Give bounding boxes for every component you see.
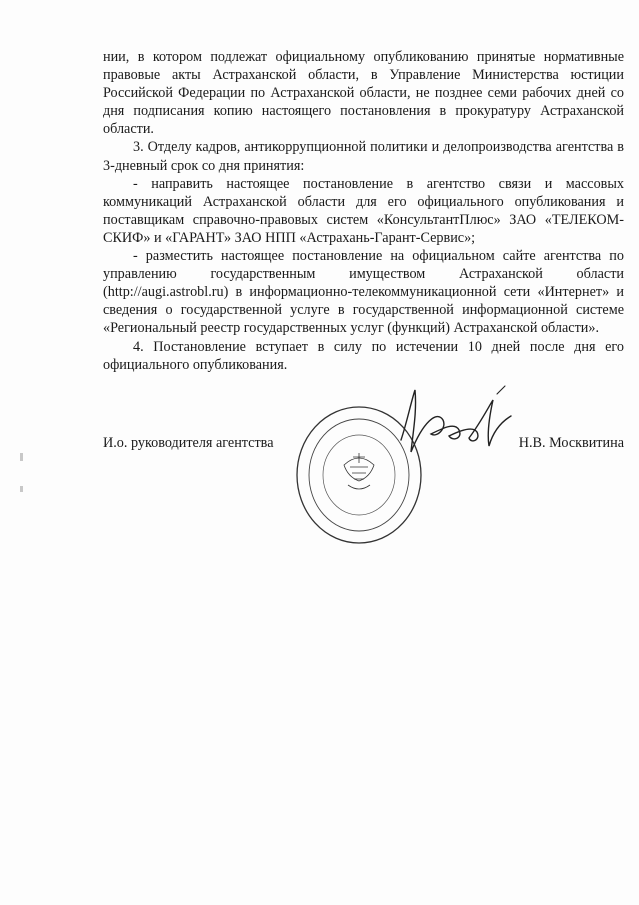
scan-mark [20,486,23,492]
scan-mark [20,453,23,461]
signature-block [103,434,624,456]
signatory-name: Н.В. Москвитина [518,435,624,451]
document-body [103,48,624,374]
paragraph-item-3: 3. Отделу кадров, антикоррупционной политики и делопроизводства агентства в 3-дневный срок со дня принятия: [103,139,624,174]
signatory-position: И.о. руководителя агентства [103,435,274,451]
coat-of-arms-icon [344,453,374,489]
paragraph-bullet-publish: - направить настоящее постановление в агентство связи и массовых коммуникаций Астраханской области для его официального опубликования и поставщикам справочно-правовых систем «КонсультантПлюс» ЗАО «ТЕЛЕКОМ-СКИФ» и «ГАРАНТ» ЗАО НПП «Астрахань-Гарант-Сервис»; [103,175,624,246]
paragraph-continuation: нии, в котором подлежат официальному опубликованию принятые нормативные правовые акты Астраханской области, в Управление Министерства юстиции Российской Федерации по Астраханской области, не позднее семи рабочих дней со дня подписания копию настоящего постановления в прокуратуру Астраханской области. [103,49,624,138]
paragraph-item-4: 4. Постановление вступает в силу по истечении 10 дней после дня его официального опубликования. [103,338,624,373]
paragraph-bullet-website: - разместить настоящее постановление на официальном сайте агентства по управлению государственным имуществом Астраханской области (http://augi.astrobl.ru) в информационно-телекоммуникационной сети «Интернет» и сведения о государственной услуге в государственной информационной системе «Региональный реестр государственных услуг (функций) Астраханской области». [103,248,624,337]
